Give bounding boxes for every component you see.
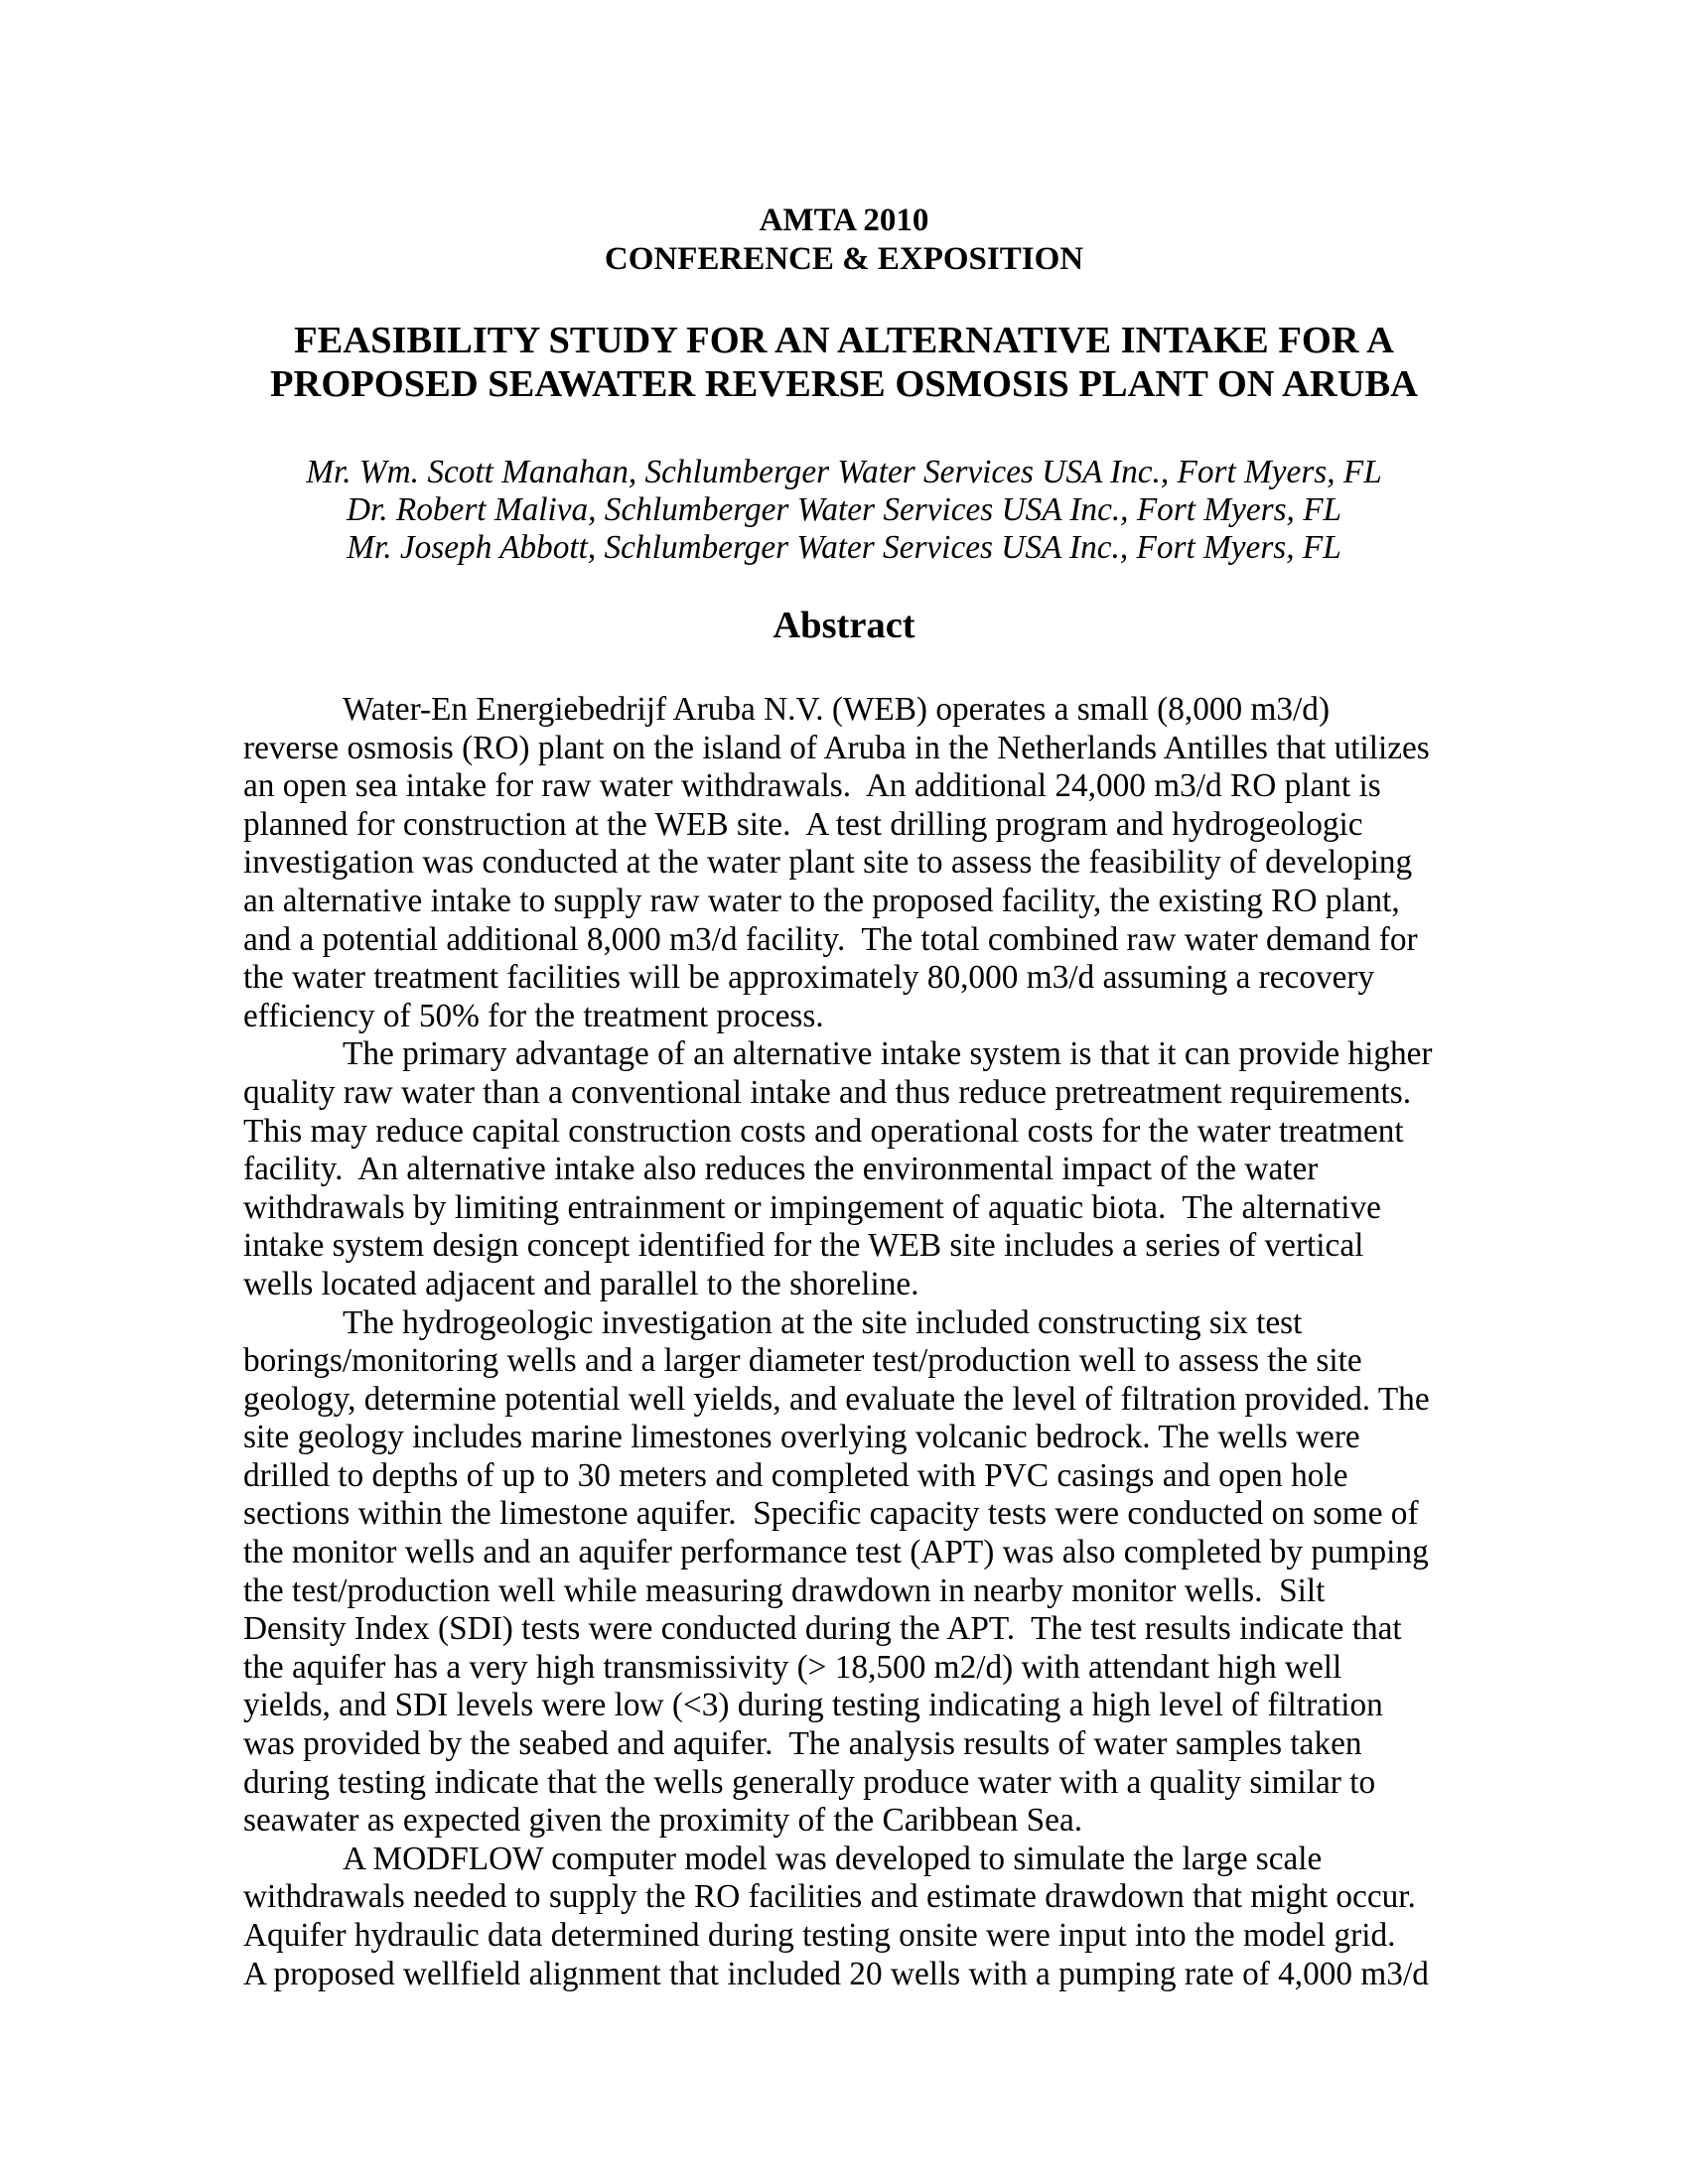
paper-title-line1: FEASIBILITY STUDY FOR AN ALTERNATIVE INTAKE FOR A — [294, 320, 1394, 361]
paper-title — [243, 319, 1445, 406]
text-line: sections within the limestone aquifer. Specific capacity tests were conducted on some of — [243, 1495, 1419, 1533]
author-list — [243, 454, 1445, 567]
conference-name: AMTA 2010 — [759, 203, 929, 238]
text-line: was provided by the seabed and aquifer. The analysis results of water samples taken — [243, 1725, 1362, 1763]
text-line: efficiency of 50% for the treatment process. — [243, 997, 824, 1034]
text-line: site geology includes marine limestones overlying volcanic bedrock. The wells were — [243, 1419, 1360, 1456]
text-line: geology, determine potential well yields, and evaluate the level of filtration provided. The — [243, 1380, 1430, 1418]
text-line: intake system design concept identified for the WEB site includes a series of vertical — [243, 1227, 1364, 1265]
conference-header — [243, 0, 1445, 278]
text-line: wells located adjacent and parallel to the shoreline. — [243, 1265, 919, 1302]
text-line: the test/production well while measuring drawdown in nearby monitor wells. Silt — [243, 1571, 1326, 1609]
text-line: reverse osmosis (RO) plant on the island of Aruba in the Netherlands Antilles that utilizes — [243, 729, 1430, 766]
text-line: Water-En Energiebedrijf Aruba N.V. (WEB) operates a small (8,000 m3/d) — [343, 691, 1331, 728]
abstract-body — [243, 691, 1445, 1993]
conference-subtitle: CONFERENCE & EXPOSITION — [604, 240, 1084, 277]
text-line: A proposed wellfield alignment that included 20 wells with a pumping rate of 4,000 m3/d — [243, 1955, 1429, 1992]
abstract-paragraph — [243, 1304, 1445, 1841]
text-line: the aquifer has a very high transmissivity (> 18,500 m2/d) with attendant high well — [243, 1648, 1342, 1686]
text-line: Density Index (SDI) tests were conducted during the APT. The test results indicate that — [243, 1610, 1402, 1648]
author-line: Dr. Robert Maliva, Schlumberger Water Services USA Inc., Fort Myers, FL — [346, 491, 1342, 528]
text-line: withdrawals by limiting entrainment or impingement of aquatic biota. The alternative — [243, 1188, 1381, 1226]
text-line: planned for construction at the WEB site. A test drilling program and hydrogeologic — [243, 805, 1363, 843]
text-line: borings/monitoring wells and a larger diameter test/production well to assess the site — [243, 1342, 1362, 1380]
text-line: Aquifer hydraulic data determined during testing onsite were input into the model grid. — [243, 1917, 1396, 1954]
text-line: yields, and SDI levels were low (<3) during testing indicating a high level of filtration — [243, 1687, 1383, 1724]
text-line: during testing indicate that the wells generally produce water with a quality similar to — [243, 1763, 1376, 1801]
text-line: an open sea intake for raw water withdrawals. An additional 24,000 m3/d RO plant is — [243, 767, 1381, 805]
text-line: the monitor wells and an aquifer performance test (APT) was also completed by pumping — [243, 1534, 1429, 1571]
text-line: The hydrogeologic investigation at the site included constructing six test — [343, 1303, 1303, 1341]
abstract-paragraph — [243, 1841, 1445, 1993]
text-line: quality raw water than a conventional intake and thus reduce pretreatment requirements. — [243, 1073, 1412, 1111]
text-line: A MODFLOW computer model was developed to simulate the large scale — [343, 1840, 1323, 1877]
paper-title-line2: PROPOSED SEAWATER REVERSE OSMOSIS PLANT ON ARUBA — [270, 363, 1418, 405]
text-line: facility. An alternative intake also reduces the environmental impact of the water — [243, 1151, 1319, 1188]
author-line: Mr. Joseph Abbott, Schlumberger Water Services USA Inc., Fort Myers, FL — [347, 529, 1341, 566]
abstract-paragraph — [243, 691, 1445, 1035]
text-line: drilled to depths of up to 30 meters and completed with PVC casings and open hole — [243, 1456, 1348, 1494]
abstract-heading: Abstract — [773, 605, 915, 646]
text-line: investigation was conducted at the water plant site to assess the feasibility of developing — [243, 844, 1413, 882]
text-line: This may reduce capital construction costs and operational costs for the water treatment — [243, 1112, 1404, 1150]
text-line: withdrawals needed to supply the RO facilities and estimate drawdown that might occur. — [243, 1878, 1416, 1916]
text-line: seawater as expected given the proximity of the Caribbean Sea. — [243, 1802, 1083, 1840]
text-line: an alternative intake to supply raw water to the proposed facility, the existing RO plant, — [243, 882, 1400, 919]
author-line: Mr. Wm. Scott Manahan, Schlumberger Water Services USA Inc., Fort Myers, FL — [306, 454, 1382, 490]
document-page — [243, 0, 1445, 1993]
text-line: the water treatment facilities will be approximately 80,000 m3/d assuming a recovery — [243, 959, 1375, 997]
text-line: The primary advantage of an alternative intake system is that it can provide higher — [343, 1035, 1433, 1073]
text-line: and a potential additional 8,000 m3/d facility. The total combined raw water demand for — [243, 920, 1418, 958]
abstract-paragraph — [243, 1035, 1445, 1303]
